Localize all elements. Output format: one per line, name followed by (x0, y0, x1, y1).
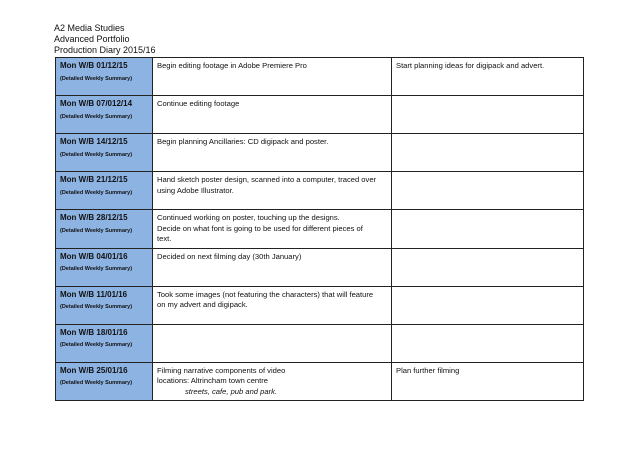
week-label: Mon W/B 01/12/15 (60, 61, 128, 70)
week-cell (56, 248, 153, 286)
diary-row (56, 58, 584, 96)
activity-line: on my advert and digipack. (157, 300, 248, 309)
week-subtitle: (Detailed Weekly Summary) (60, 304, 133, 310)
week-label: Mon W/B 04/01/16 (60, 251, 128, 261)
activity-cell (153, 96, 392, 134)
week-subtitle: (Detailed Weekly Summary) (60, 342, 133, 348)
diary-row (56, 324, 584, 362)
activity-line: Begin editing footage in Adobe Premiere Pro (157, 61, 307, 70)
week-label: Mon W/B 14/12/15 (60, 137, 128, 146)
diary-row (56, 362, 584, 401)
week-label: Mon W/B 21/12/15 (60, 175, 128, 184)
week-subtitle: (Detailed Weekly Summary) (60, 75, 133, 82)
activity-cell (153, 210, 392, 249)
activity-cell (153, 58, 392, 96)
week-cell (56, 324, 153, 362)
diary-title: Production Diary 2015/16 (54, 45, 156, 55)
week-cell (56, 210, 153, 249)
activity-line: Begin planning Ancillaries: CD digipack and poster. (157, 137, 329, 146)
activity-line: locations: Altrincham town centre (157, 376, 269, 385)
diary-row (56, 210, 584, 249)
week-cell (56, 362, 153, 401)
activity-line: Decide on what font is going to be used for different pieces of (157, 223, 363, 233)
next-steps-cell (392, 134, 584, 172)
week-subtitle: (Detailed Weekly Summary) (60, 227, 133, 234)
activity-indented-line: streets, cafe, pub and park. (185, 386, 278, 396)
activity-line: Hand sketch poster design, scanned into a computer, traced over (157, 175, 377, 184)
week-cell (56, 286, 153, 324)
next-steps-cell (392, 96, 584, 134)
week-label: Mon W/B 07/012/14 (60, 99, 133, 108)
activity-line: Decided on next filming day (30th January) (157, 251, 302, 261)
diary-row (56, 172, 584, 210)
diary-row (56, 134, 584, 172)
diary-row (56, 248, 584, 286)
week-label: Mon W/B 18/01/16 (60, 327, 128, 337)
week-cell (56, 96, 153, 134)
course-title: A2 Media Studies (54, 23, 125, 33)
activity-cell (153, 248, 392, 286)
next-steps-cell: Start planning ideas for digipack and advert. (392, 58, 584, 96)
week-subtitle: (Detailed Weekly Summary) (60, 113, 133, 120)
diary-row (56, 286, 584, 324)
next-steps-cell: Plan further filming (392, 362, 584, 401)
week-subtitle: (Detailed Weekly Summary) (60, 380, 133, 386)
activity-line: Continue editing footage (157, 99, 240, 108)
production-diary-table (55, 57, 584, 401)
activity-cell (153, 134, 392, 172)
diary-row (56, 96, 584, 134)
week-label: Mon W/B 11/01/16 (60, 289, 128, 299)
next-steps-cell (392, 324, 584, 362)
week-subtitle: (Detailed Weekly Summary) (60, 189, 133, 196)
activity-line: Took some images (not featuring the characters) that will feature (157, 289, 374, 299)
week-label: Mon W/B 28/12/15 (60, 213, 128, 222)
week-label: Mon W/B 25/01/16 (60, 365, 128, 375)
activity-cell (153, 362, 392, 401)
activity-cell (153, 324, 392, 362)
activity-cell (153, 286, 392, 324)
activity-line: using Adobe Illustrator. (157, 185, 234, 195)
activity-line: Continued working on poster, touching up the designs. (157, 213, 340, 222)
activity-cell (153, 172, 392, 210)
diary-table-body (56, 58, 584, 401)
week-cell (56, 58, 153, 96)
activity-line: text. (157, 234, 172, 243)
activity-line: Filming narrative components of video (157, 365, 286, 375)
week-cell (56, 172, 153, 210)
week-subtitle: (Detailed Weekly Summary) (60, 266, 133, 272)
next-steps-cell (392, 248, 584, 286)
document-header (54, 23, 156, 56)
next-steps-cell (392, 210, 584, 249)
week-cell (56, 134, 153, 172)
next-steps-cell (392, 286, 584, 324)
portfolio-title: Advanced Portfolio (54, 34, 130, 44)
next-steps-cell (392, 172, 584, 210)
week-subtitle: (Detailed Weekly Summary) (60, 151, 133, 158)
